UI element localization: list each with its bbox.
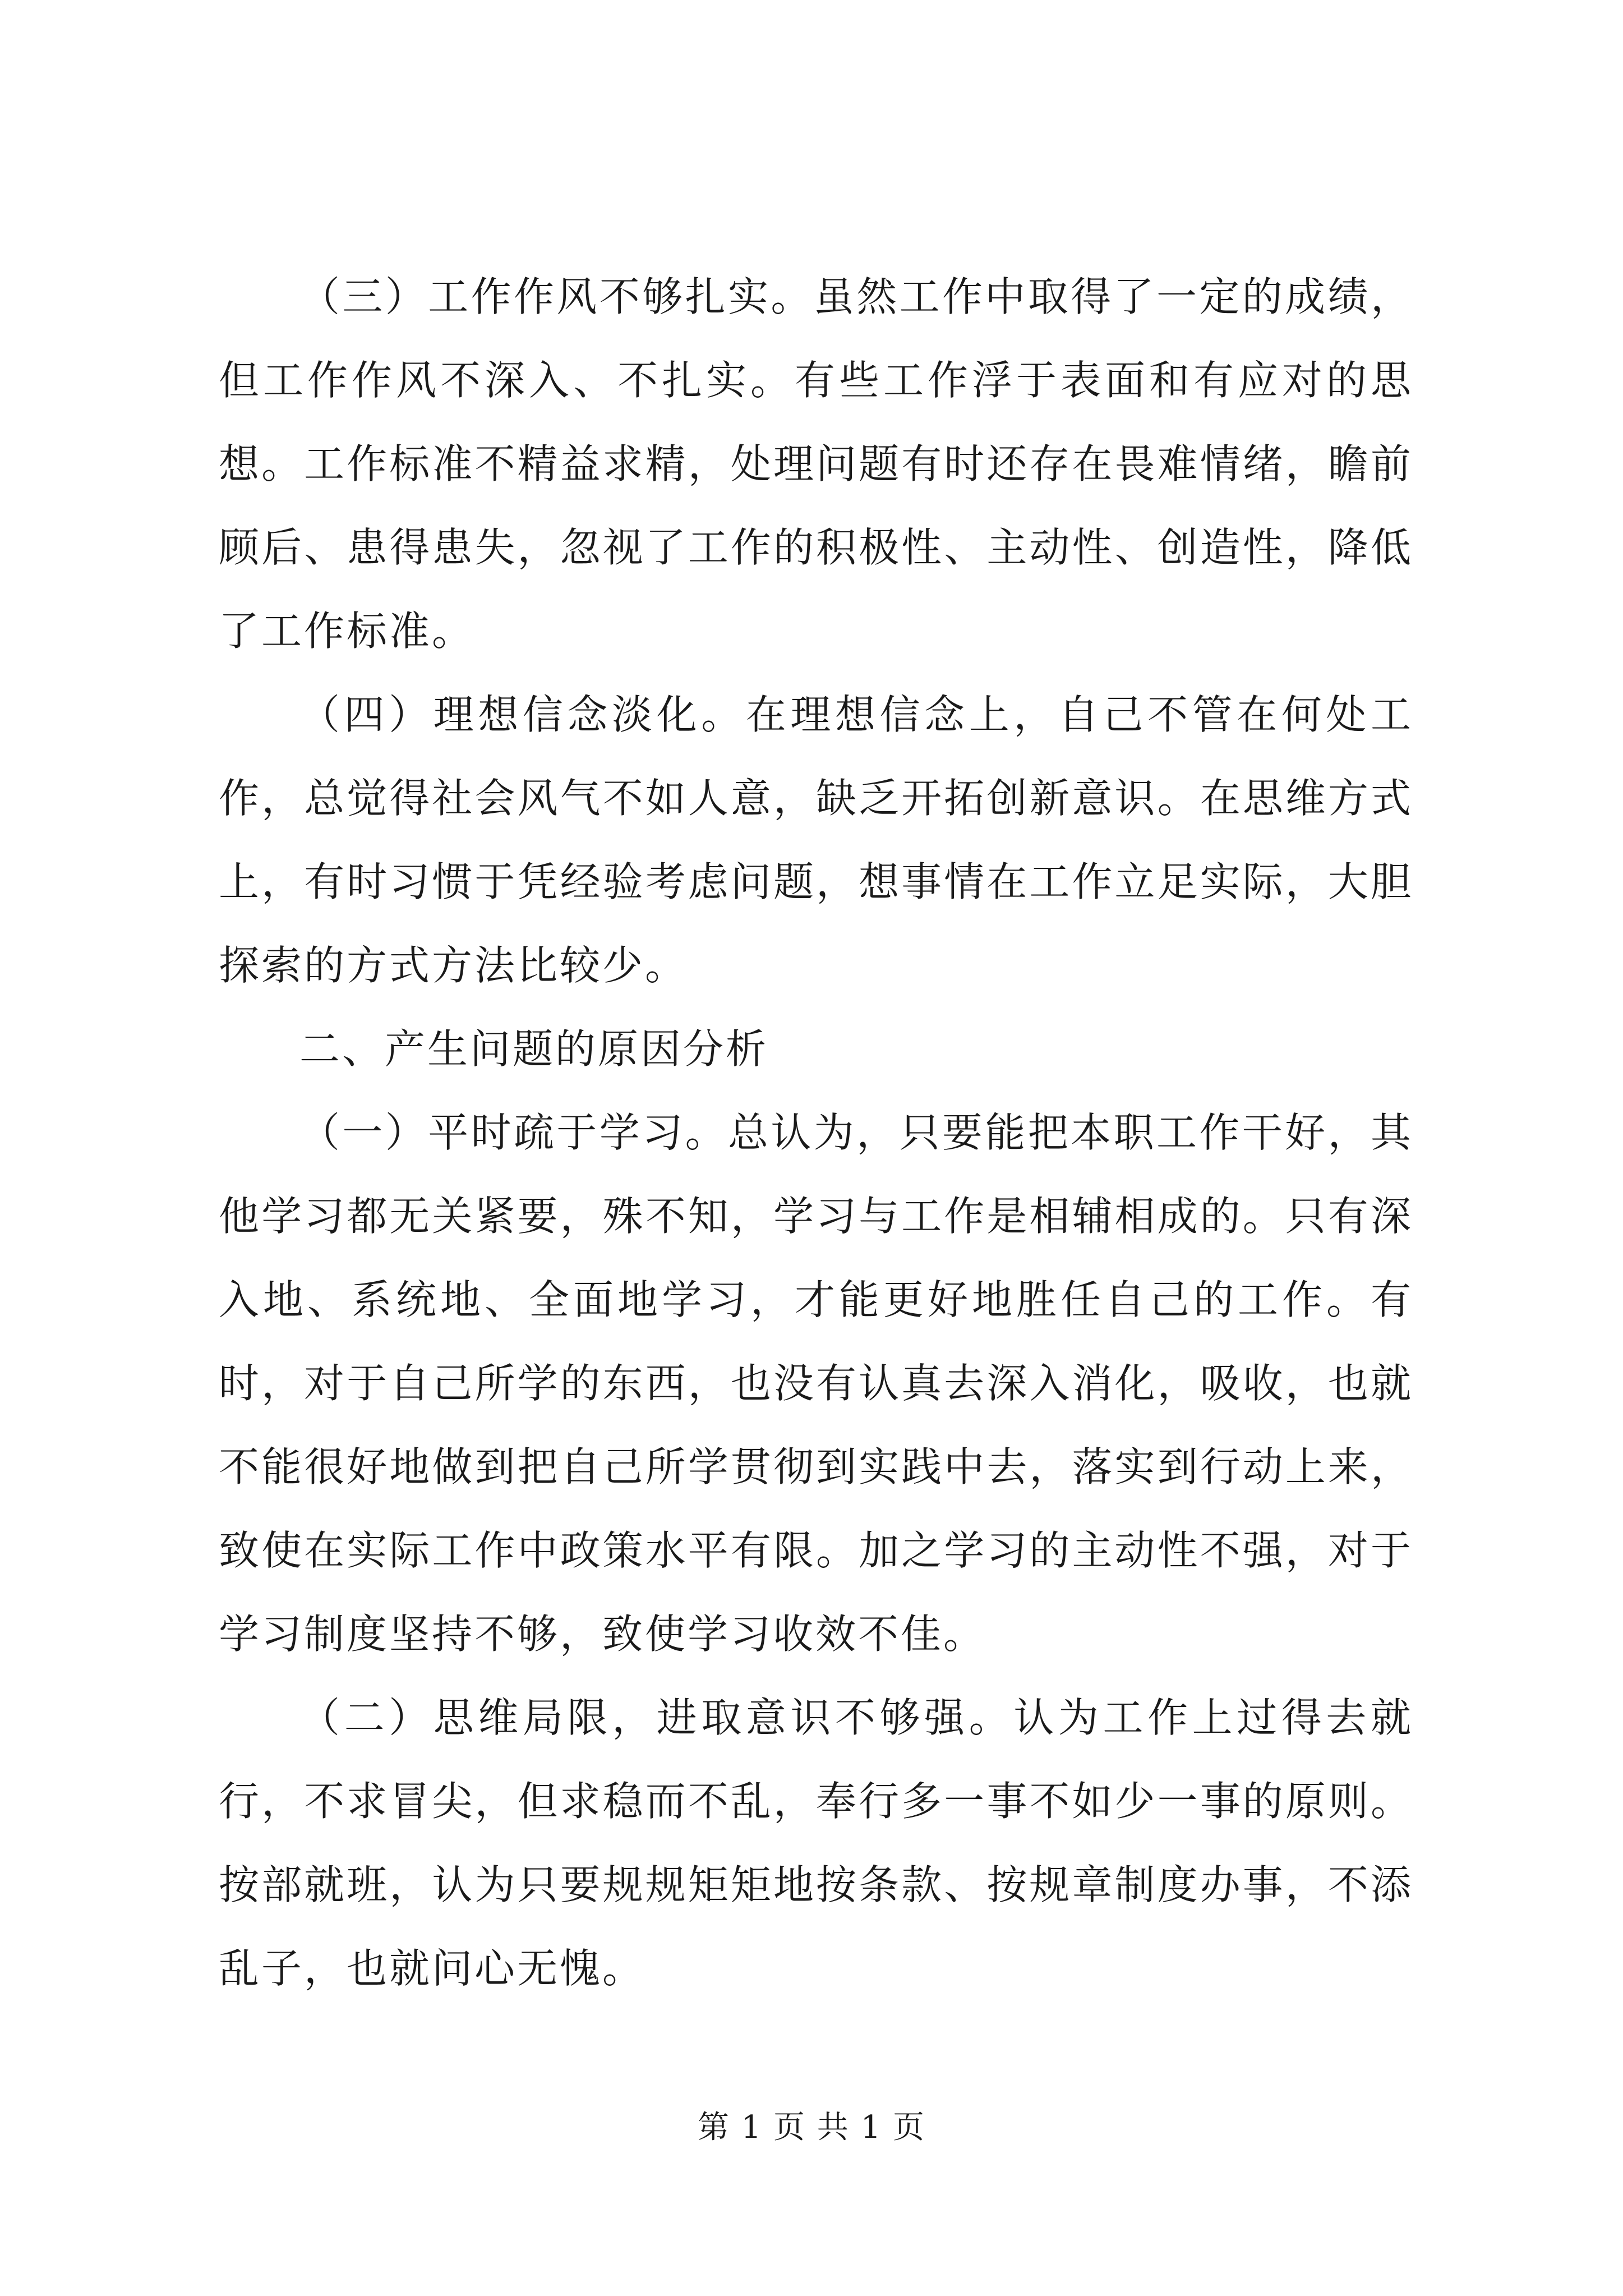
page-number-footer: 第 1 页 共 1 页 [697, 2109, 926, 2146]
paragraph-neglect-study: （一）平时疏于学习。总认为，只要能把本职工作干好，其他学习都无关紧要，殊不知，学习与工作是相辅相成的。只有深入地、系统地、全面地学习，才能更好地胜任自己的工作。有时，对于自己所学的东西，也没有认真去深入消化，吸收，也就不能很好地做到把自己所学贯彻到实践中去，落实到行动上来，致使在实际工作中政策水平有限。加之学习的主动性不强，对于学习制度坚持不够，致使学习收效不佳。 [219, 1109, 1413, 1658]
document-body [219, 255, 1413, 2010]
section-heading-cause-analysis: 二、产生问题的原因分析 [299, 1025, 769, 1073]
paragraph-limited-thinking: （二）思维局限，进取意识不够强。认为工作上过得去就行，不求冒尖，但求稳而不乱，奉行多一事不如少一事的原则。按部就班，认为只要规规矩矩地按条款、按规章制度办事，不添乱子，也就问心无愧。 [219, 1694, 1413, 1992]
paragraph-work-style: （三）工作作风不够扎实。虽然工作中取得了一定的成绩，但工作作风不深入、不扎实。有些工作浮于表面和有应对的思想。工作标准不精益求精，处理问题有时还存在畏难情绪，瞻前顾后、患得患失，忽视了工作的积极性、主动性、创造性，降低了工作标准。 [219, 273, 1413, 655]
paragraph-ideals-beliefs: （四）理想信念淡化。在理想信念上，自己不管在何处工作，总觉得社会风气不如人意，缺乏开拓创新意识。在思维方式上，有时习惯于凭经验考虑问题，想事情在工作立足实际，大胆探索的方式方法比较少。 [219, 691, 1413, 989]
